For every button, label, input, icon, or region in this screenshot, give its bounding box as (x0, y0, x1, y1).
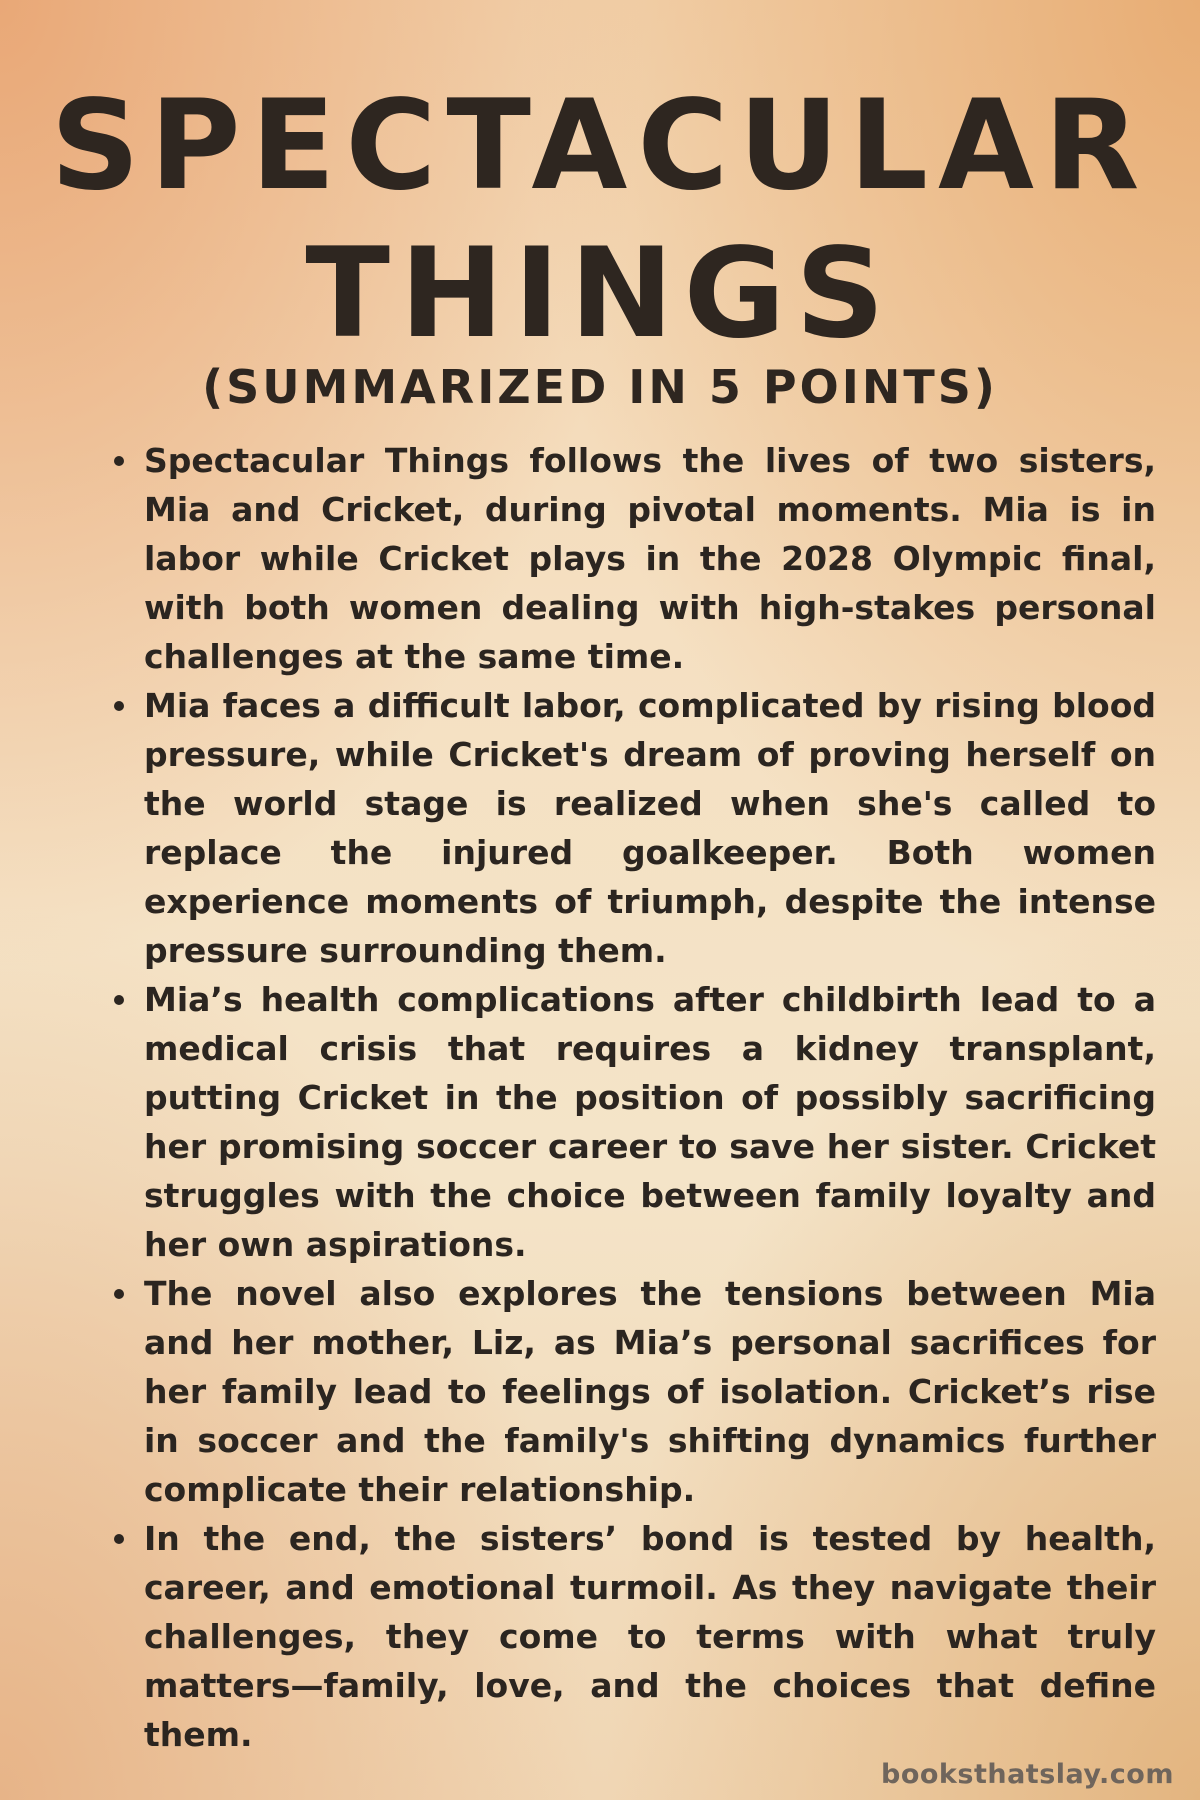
summary-point-text: In the end, the sisters’ bond is tested by health, career, and emotional turmoil. As they navigate their challenges, they come to terms with what truly matters—family, love, and the choices that define them. (144, 1519, 1156, 1754)
subtitle: (SUMMARIZED IN 5 POINTS) (202, 360, 998, 414)
summary-point-1 (114, 436, 1156, 681)
summary-point-3 (114, 975, 1156, 1269)
summary-points-list (114, 436, 1156, 1759)
summary-point-text: Mia’s health complications after childbirth lead to a medical crisis that requires a kidney transplant, putting Cricket in the position of possibly sacrificing her promising soccer career to save her sister. Cricket struggles with the choice between family loyalty and her own aspirations. (144, 980, 1156, 1264)
summary-point-text: Mia faces a difficult labor, complicated by rising blood pressure, while Cricket's dream of proving herself on the world stage is realized when she's called to replace the injured goalkeeper. Both women experience moments of triumph, despite the intense pressure surrounding them. (144, 686, 1156, 970)
bullet-icon (114, 1289, 124, 1299)
summary-point-4 (114, 1269, 1156, 1514)
summary-point-text: Spectacular Things follows the lives of two sisters, Mia and Cricket, during pivotal moments. Mia is in labor while Cricket plays in the 2028 Olympic final, with both women dealing with high-stakes personal challenges at the same time. (144, 441, 1156, 676)
bullet-icon (114, 456, 124, 466)
bullet-icon (114, 1534, 124, 1544)
bullet-icon (114, 701, 124, 711)
site-watermark: booksthatslay.com (881, 1759, 1174, 1790)
bullet-icon (114, 995, 124, 1005)
summary-point-2 (114, 681, 1156, 975)
title-line-2: THINGS (305, 222, 895, 366)
title-line-1: SPECTACULAR (50, 74, 1150, 218)
summary-point-5 (114, 1514, 1156, 1759)
summary-point-text: The novel also explores the tensions between Mia and her mother, Liz, as Mia’s personal sacrifices for her family lead to feelings of isolation. Cricket’s rise in soccer and the family's shifting dynamics further complicate their relationship. (144, 1274, 1156, 1509)
